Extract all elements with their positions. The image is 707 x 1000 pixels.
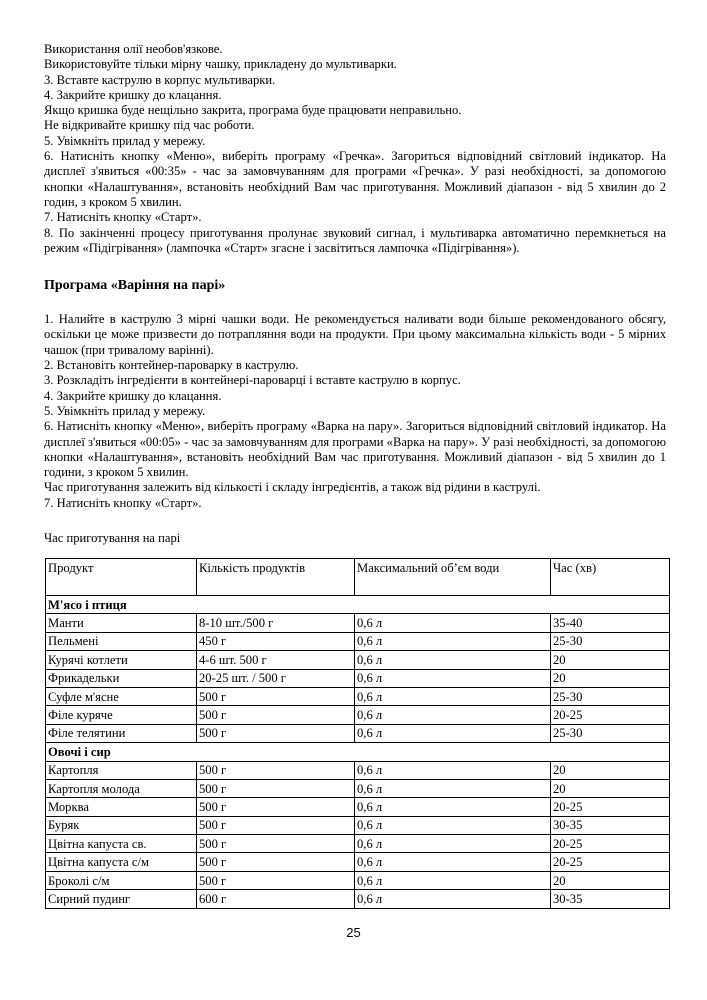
intro-step-8: 8. По закінченні процесу приготування пролунає звуковий сигнал, і мультиварка автоматично перемкнеться на режим «Підігрівання» (лампочка «Старт» згасне і засвітиться лампочка «Підігрівання»).: [44, 225, 666, 255]
instruction-line: 5. Увімкніть прилад у мережу.: [44, 403, 206, 418]
table-row: [46, 632, 670, 650]
steam-step-7: 7. Натисніть кнопку «Старт».: [44, 495, 202, 510]
table-cell: 8-10 шт./500 г: [197, 614, 355, 632]
table-cell: Броколі с/м: [46, 871, 197, 889]
table-cell: 0,6 л: [355, 724, 551, 742]
table-cell: 20-25: [551, 706, 670, 724]
column-header: Максимальний об’єм води: [355, 559, 551, 596]
table-cell: 20-25: [551, 853, 670, 871]
table-cell: Курячі котлети: [46, 651, 197, 669]
table-row: [46, 835, 670, 853]
table-row: [46, 669, 670, 687]
table-cell: 25-30: [551, 724, 670, 742]
table-header-row: [46, 559, 670, 596]
intro-step-6: 6. Натисніть кнопку «Меню», виберіть програму «Гречка». Загориться відповідний світловий індикатор. На дисплеї з'явиться «00:35» - час за замовчуванням для програми «Гречка». У разі необхідності, за допомогою кнопки «Налаштування», встановіть необхідний Вам час приготування. Можливий діапазон - від 5 хвилин до 2 годин, з кроком 5 хвилин.: [44, 149, 666, 209]
instruction-line: Якщо кришка буде нещільно закрита, програма буде працювати неправильно.: [44, 103, 462, 118]
column-header: Продукт: [46, 559, 197, 596]
table-cell: 0,6 л: [355, 761, 551, 779]
table-cell: 20-25 шт. / 500 г: [197, 669, 355, 687]
table-cell: 4-6 шт. 500 г: [197, 651, 355, 669]
section-title: Програма «Варіння на парі»: [44, 278, 226, 294]
table-cell: Морква: [46, 798, 197, 816]
table-group-row: [46, 743, 670, 761]
table-cell: 500 г: [197, 871, 355, 889]
instruction-line: Використовуйте тільки мірну чашку, прикладену до мультиварки.: [44, 57, 397, 72]
table-cell: 20-25: [551, 835, 670, 853]
table-cell: 0,6 л: [355, 614, 551, 632]
steam-step-1: 1. Налийте в каструлю 3 мірні чашки води. Не рекомендується наливати води більше рекомендованого обсягу, оскільки це може призвести до потрапляння води на продукти. При цьому максимальна кількість води - 5 мірних чашок (при тривалому варінні).: [44, 312, 666, 357]
table-cell: Пельмені: [46, 632, 197, 650]
table-group-row: [46, 596, 670, 614]
table-row: [46, 651, 670, 669]
table-row: [46, 798, 670, 816]
table-caption: Час приготування на парі: [44, 531, 181, 546]
table-cell: 500 г: [197, 687, 355, 705]
table-cell: 25-30: [551, 687, 670, 705]
table-row: [46, 779, 670, 797]
table-cell: Філе куряче: [46, 706, 197, 724]
group-heading: Овочі і сир: [46, 743, 670, 761]
table-cell: Буряк: [46, 816, 197, 834]
table-cell: Фрикадельки: [46, 669, 197, 687]
table-cell: Сирний пудинг: [46, 890, 197, 908]
steam-instructions: [44, 358, 666, 419]
table-cell: 450 г: [197, 632, 355, 650]
table-cell: 0,6 л: [355, 632, 551, 650]
table-cell: 500 г: [197, 724, 355, 742]
table-cell: Картопля: [46, 761, 197, 779]
instruction-line: 5. Увімкніть прилад у мережу.: [44, 133, 206, 148]
table-row: [46, 761, 670, 779]
table-cell: 35-40: [551, 614, 670, 632]
instruction-line: 4. Закрийте кришку до клацання.: [44, 87, 222, 102]
steam-step-6: 6. Натисніть кнопку «Меню», виберіть програму «Варка на пару». Загориться відповідний світловий індикатор. На дисплеї з'явиться «00:05» - час за замовчуванням для програми «Варка на пару». У разі необхідності, за допомогою кнопки «Налаштування», встановіть необхідний Вам час приготування. Можливий діапазон - від 5 хвилин до 1 години, з кроком 5 хвилин.: [44, 419, 666, 480]
table-cell: 0,6 л: [355, 890, 551, 908]
table-cell: Цвітна капуста св.: [46, 835, 197, 853]
table-cell: 0,6 л: [355, 816, 551, 834]
instruction-line: 3. Вставте каструлю в корпус мультиварки.: [44, 72, 276, 87]
steam-cooking-time-table: [45, 558, 670, 909]
table-cell: 25-30: [551, 632, 670, 650]
table-cell: Суфле м'ясне: [46, 687, 197, 705]
table-cell: 30-35: [551, 890, 670, 908]
table-cell: 500 г: [197, 761, 355, 779]
table-cell: 0,6 л: [355, 651, 551, 669]
table-cell: Манти: [46, 614, 197, 632]
group-heading: М'ясо і птиця: [46, 596, 670, 614]
table-cell: 500 г: [197, 816, 355, 834]
table-cell: 20: [551, 871, 670, 889]
steam-note: Час приготування залежить від кількості і складу інгредієнтів, а також від рідини в каструлі.: [44, 480, 541, 495]
instruction-line: 3. Розкладіть інгредієнти в контейнері-пароварці і вставте каструлю в корпус.: [44, 373, 461, 388]
document-page: [44, 42, 666, 909]
column-header: Кількість продуктів: [197, 559, 355, 596]
table-cell: 20: [551, 669, 670, 687]
intro-instructions: [44, 42, 666, 149]
table-cell: 0,6 л: [355, 798, 551, 816]
table-cell: Цвітна капуста с/м: [46, 853, 197, 871]
table-row: [46, 853, 670, 871]
table-cell: 0,6 л: [355, 835, 551, 853]
column-header: Час (хв): [551, 559, 670, 596]
table-cell: 0,6 л: [355, 853, 551, 871]
table-cell: 600 г: [197, 890, 355, 908]
instruction-line: 4. Закрийте кришку до клацання.: [44, 388, 222, 403]
table-cell: 500 г: [197, 706, 355, 724]
table-cell: 30-35: [551, 816, 670, 834]
table-row: [46, 816, 670, 834]
table-row: [46, 724, 670, 742]
table-cell: 500 г: [197, 779, 355, 797]
table-cell: 0,6 л: [355, 779, 551, 797]
instruction-line: 2. Встановіть контейнер-пароварку в каструлю.: [44, 358, 299, 373]
intro-step-7: 7. Натисніть кнопку «Старт».: [44, 210, 202, 225]
table-row: [46, 614, 670, 632]
table-cell: 500 г: [197, 835, 355, 853]
table-cell: 0,6 л: [355, 669, 551, 687]
table-cell: 0,6 л: [355, 871, 551, 889]
table-row: [46, 687, 670, 705]
table-cell: 20: [551, 651, 670, 669]
table-row: [46, 890, 670, 908]
table-cell: 20: [551, 779, 670, 797]
instruction-line: Використання олії необов'язкове.: [44, 42, 223, 56]
table-row: [46, 871, 670, 889]
table-cell: 20-25: [551, 798, 670, 816]
instruction-line: Не відкривайте кришку під час роботи.: [44, 118, 255, 133]
table-cell: 20: [551, 761, 670, 779]
table-cell: 0,6 л: [355, 687, 551, 705]
page-number: 25: [346, 925, 361, 940]
table-cell: 500 г: [197, 853, 355, 871]
table-row: [46, 706, 670, 724]
table-cell: Філе телятини: [46, 724, 197, 742]
table-cell: 0,6 л: [355, 706, 551, 724]
table-cell: Картопля молода: [46, 779, 197, 797]
table-cell: 500 г: [197, 798, 355, 816]
